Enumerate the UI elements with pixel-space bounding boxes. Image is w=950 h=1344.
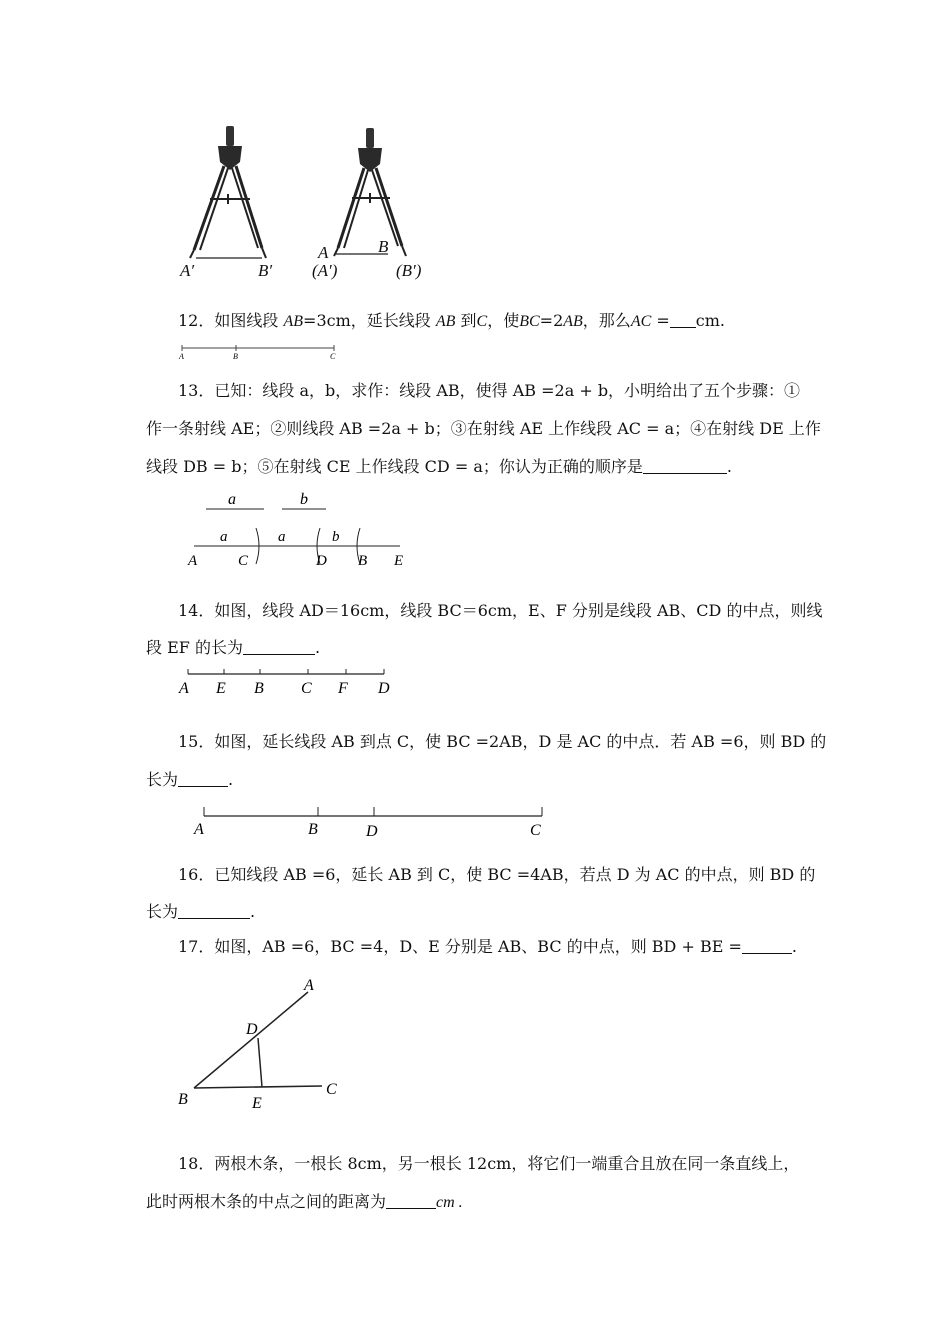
q17-label-a: A xyxy=(304,977,314,994)
q13-fig-label-e: E xyxy=(394,553,404,569)
q13-fig-label-c: C xyxy=(238,553,249,569)
q13-fig-upper-a2: a xyxy=(278,529,286,545)
q12-text xyxy=(178,310,848,333)
q12-t4: ，使 xyxy=(487,311,520,330)
compass-left-label-b: B′ xyxy=(258,261,273,280)
q12-t6: ，那么 xyxy=(582,311,631,330)
q12-m5: AB xyxy=(563,313,583,330)
q12-t1: 如图线段 xyxy=(214,311,279,330)
q16-line-1: 16．已知线段 AB =6，延长 AB 到 C，使 BC =4AB，若点 D 为 AC 的中点，则 BD 的 xyxy=(178,865,816,884)
q18-line-2 xyxy=(146,1191,816,1214)
q15-figure xyxy=(190,800,560,842)
q13-line-3-end: . xyxy=(726,457,732,476)
q13-line-3 xyxy=(146,456,816,478)
q16-line-2-end: . xyxy=(250,902,256,921)
q17-label-c: C xyxy=(326,1081,337,1098)
q17-label-b: B xyxy=(178,1091,188,1108)
q14-label-e: E xyxy=(216,680,226,697)
q18-line-2-end: cm . xyxy=(436,1194,463,1211)
q18-line-1: 18．两根木条，一根长 8cm，另一根长 12cm，将它们一端重合且放在同一条直线上， xyxy=(178,1154,800,1173)
compass-right xyxy=(312,128,422,280)
q13-figure xyxy=(180,486,420,572)
q12-label-c: C xyxy=(330,352,336,361)
q15-label-c: C xyxy=(530,822,541,839)
q14-line-2 xyxy=(146,637,816,659)
q15-line-2-end: . xyxy=(228,770,234,789)
q14-figure xyxy=(176,666,406,698)
q17-label-d: D xyxy=(246,1021,258,1038)
q14-label-d: D xyxy=(378,680,390,697)
q17-answer-blank[interactable] xyxy=(742,937,792,954)
q12-number: 12． xyxy=(178,311,215,330)
q15-answer-blank[interactable] xyxy=(178,770,228,787)
q15-label-b: B xyxy=(308,821,318,838)
compass-figure xyxy=(170,120,440,285)
q13-fig-label-a: A xyxy=(188,553,198,569)
q16-line-2-text: 长为 xyxy=(146,902,179,921)
q16-answer-blank[interactable] xyxy=(178,902,250,919)
q17-label-e: E xyxy=(252,1095,262,1112)
q15-line-2-text: 长为 xyxy=(146,770,179,789)
q12-t2: =3cm，延长线段 xyxy=(303,311,431,330)
q15-label-a: A xyxy=(194,821,204,838)
q15-label-d: D xyxy=(366,823,378,840)
q14-label-c: C xyxy=(301,680,312,697)
q12-answer-blank[interactable] xyxy=(670,311,696,328)
q12-t3: 到 xyxy=(460,311,477,330)
compass-left-label-a: A′ xyxy=(180,261,195,280)
q14-line-1: 14．如图，线段 AD＝16cm，线段 BC＝6cm，E、F 分别是线段 AB、CD 的中点，则线 xyxy=(178,601,823,620)
q13-line-1: 13．已知：线段 a，b，求作：线段 AB，使得 AB =2a + b，小明给出了五个步骤：① xyxy=(178,381,801,400)
q12-t5: =2 xyxy=(539,311,564,330)
q12-m1: AB xyxy=(283,313,304,330)
q15-line-2 xyxy=(146,769,816,791)
q13-fig-label-b: B xyxy=(358,553,368,569)
q14-label-b: B xyxy=(254,680,264,697)
q17-line-1 xyxy=(178,936,848,958)
q13-line-2: 作一条射线 AE；②则线段 AB =2a + b；③在射线 AE 上作线段 AC = a；④在射线 DE 上作 xyxy=(146,419,821,438)
q17-figure xyxy=(172,972,352,1114)
q13-answer-blank[interactable] xyxy=(643,457,727,474)
q13-seg-a-label: a xyxy=(228,491,236,508)
q14-line-2-text: 段 EF 的长为 xyxy=(146,638,243,657)
q12-m6: AC xyxy=(630,313,652,330)
q13-fig-label-d: D xyxy=(316,553,327,569)
q18-answer-blank[interactable] xyxy=(386,1192,436,1209)
q14-label-f: F xyxy=(338,680,348,697)
compass-right-label-a-paren: (A′) xyxy=(312,261,338,280)
q12-figure xyxy=(176,340,346,362)
q12-label-a: A xyxy=(179,352,184,361)
q12-label-b: B xyxy=(233,352,238,361)
q14-answer-blank[interactable] xyxy=(243,638,315,655)
q16-line-2 xyxy=(146,901,816,923)
q12-m3: C xyxy=(476,313,488,330)
q17-line-1-end: . xyxy=(791,937,797,956)
compass-right-label-a: A xyxy=(318,243,329,262)
compass-right-label-b-paren: (B′) xyxy=(396,261,422,280)
q12-t8: cm. xyxy=(695,311,725,330)
q14-line-2-end: . xyxy=(314,638,321,657)
compass-right-label-b: B xyxy=(378,237,389,256)
q13-seg-b-label: b xyxy=(300,491,308,508)
q17-line-1-text: 17．如图，AB =6，BC =4，D、E 分别是 AB、BC 的中点，则 BD + BE = xyxy=(178,937,742,956)
q13-fig-upper-a1: a xyxy=(220,529,228,545)
q12-m4: BC xyxy=(519,313,540,330)
q13-fig-upper-b: b xyxy=(332,529,340,545)
q15-line-1: 15．如图，延长线段 AB 到点 C，使 BC =2AB，D 是 AC 的中点．若 AB =6，则 BD 的 xyxy=(178,732,827,751)
q12-m2: AB xyxy=(435,313,456,330)
q18-line-2-text: 此时两根木条的中点之间的距离为 xyxy=(146,1192,387,1211)
compass-left xyxy=(179,126,272,280)
q13-line-3-text: 线段 DB = b；⑤在射线 CE 上作线段 CD = a；你认为正确的顺序是 xyxy=(146,457,643,476)
q14-label-a: A xyxy=(179,680,189,697)
q12-t7: = xyxy=(656,311,670,330)
